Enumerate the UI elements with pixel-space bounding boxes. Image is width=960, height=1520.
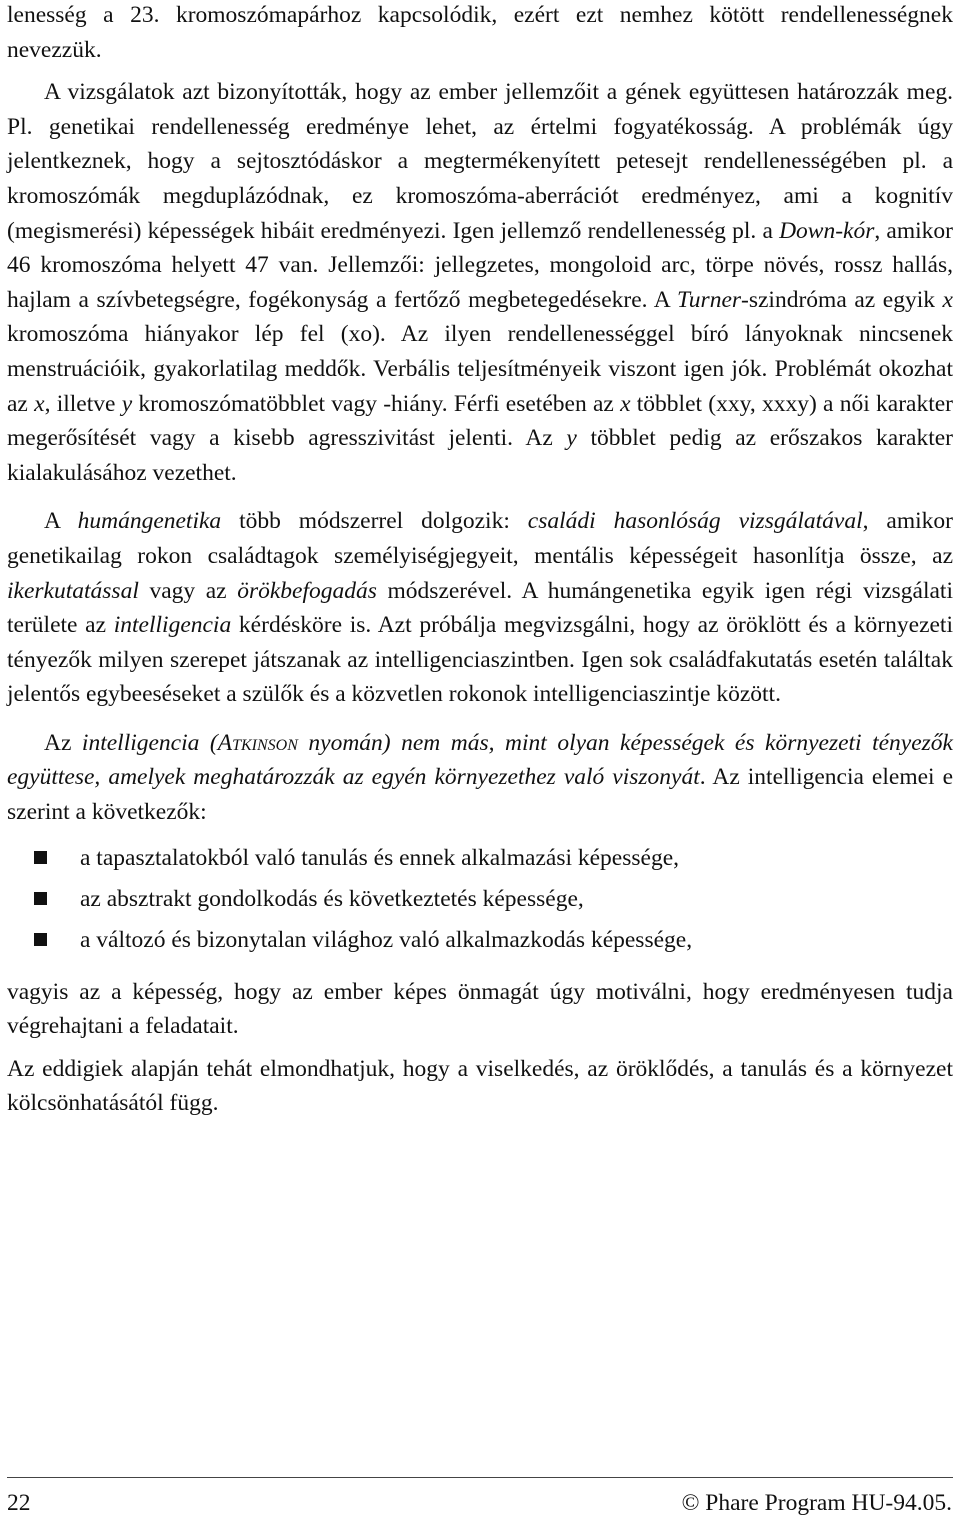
- footer-divider: [7, 1477, 953, 1478]
- square-bullet-icon: [34, 933, 47, 946]
- text-run: kromoszóma hiányakor lép fel (xo). Az ilyen rendellenességgel bíró lányoknak nincsenek menstruációik, gyakorlatilag meddők. Verbális teljesítményeik viszont igen jók. Problémát okozhat az: [7, 321, 953, 417]
- paragraph-intelligence-definition: [7, 726, 953, 830]
- paragraph-continuation: [7, 0, 953, 67]
- text-run: , illetve: [44, 390, 122, 417]
- list-item: [7, 838, 953, 879]
- italic-term: x: [620, 390, 631, 417]
- text-run: -szindróma az egyik: [741, 286, 943, 313]
- italic-term: humángenetika: [77, 508, 222, 535]
- paragraph-humangenetics: [7, 504, 953, 712]
- text-run: , amikor 46 kromoszóma helyett 47 van. Jellemzői: jellegzetes, mongoloid arc, törpe növés, rossz hallás, hajlam a szívbetegségre, fogékonyság a fertőző megbetegedésekre. A: [7, 217, 953, 313]
- square-bullet-icon: [34, 851, 47, 864]
- italic-term: Down-kór: [779, 217, 875, 244]
- author-name: tkinson: [232, 729, 298, 756]
- intelligence-elements-list: [7, 838, 953, 961]
- footer-copyright: © Phare Program HU-94.05.: [681, 1490, 952, 1516]
- italic-term: x: [34, 390, 45, 417]
- text-run: , amikor genetikailag rokon családtagok személyiségjegyeit, mentális képességeit hasonlítja össze, az: [7, 508, 953, 569]
- text-run: többlet pedig az erőszakos karakter kialakulásához vezethet.: [7, 425, 953, 486]
- text-run: kromoszómatöbblet vagy -hiány. Férfi esetében az: [132, 390, 621, 417]
- list-item-text: az absztrakt gondolkodás és következtetés képessége,: [80, 885, 584, 912]
- text-run: A: [44, 508, 78, 535]
- italic-term: y: [566, 425, 577, 452]
- paragraph-motivation: vagyis az a képesség, hogy az ember képes önmagát úgy motiválni, hogy eredményesen tudja végrehajtani a feladatait.: [7, 978, 953, 1040]
- paragraph-conclusion: Az eddigiek alapján tehát elmondhatjuk, hogy a viselkedés, az öröklődés, a tanulás és a környezet kölcsönhatásától függ.: [7, 1055, 953, 1117]
- text-run: több módszerrel dolgozik:: [221, 508, 528, 535]
- text-run: módszerével. A humángenetika egyik igen régi vizsgálati területe az: [7, 577, 953, 639]
- italic-term: örökbefogadás: [237, 577, 377, 604]
- text-run: többlet (xxy, xxxy) a női karakter megerősítését vagy a kisebb agresszivitást jelenti. Az: [7, 390, 953, 452]
- paragraph-genetics: [7, 75, 953, 490]
- text-run: Az: [44, 729, 82, 756]
- list-item: [7, 879, 953, 920]
- italic-term: családi hasonlóság vizsgálatával: [527, 508, 863, 535]
- text-run: nyomán) nem más, mint olyan képességek és környezeti tényezők együttese, amelyek meghatározzák az egyén környezethez való viszonyát: [7, 729, 953, 791]
- text-run: lenesség a 23. kromoszómapárhoz kapcsolódik, ezért ezt nemhez kötött rendellenességnek nevezzük.: [7, 2, 953, 63]
- list-item: [7, 920, 953, 961]
- list-item-text: a változó és bizonytalan világhoz való alkalmazkodás képessége,: [80, 926, 693, 953]
- italic-term: x: [942, 286, 953, 313]
- italic-term: Turner: [677, 286, 742, 313]
- page-number: 22: [7, 1490, 31, 1516]
- list-item-text: a tapasztalatokból való tanulás és ennek alkalmazási képessége,: [80, 844, 680, 871]
- document-page: [7, 0, 953, 1121]
- text-run: kérdésköre is. Azt próbálja megvizsgálni, hogy az öröklött és a környezeti tényezők milyen szerepet játszanak az intelligenciaszintben. Igen sok családfakutatás esetén találtak jelentős egybeeséseket a szülők és a közvetlen rokonok intelligenciaszintje között.: [7, 612, 953, 708]
- italic-term: y: [121, 390, 133, 417]
- italic-term: intelligencia: [113, 612, 232, 639]
- text-run: vagy az: [138, 577, 238, 604]
- square-bullet-icon: [34, 892, 47, 905]
- text-run: . Az intelligencia elemei e szerint a következők:: [7, 764, 954, 826]
- text-run: intelligencia (A: [81, 729, 233, 756]
- italic-term: ikerkutatással: [7, 577, 139, 604]
- text-run: A vizsgálatok azt bizonyították, hogy az ember jellemzőit a gének együttesen határozzák meg. Pl. genetikai rendellenesség eredménye lehet, az értelmi fogyatékosság. A problémák úgy jelentkeznek, hogy a sejtosztódáskor a megtermékenyített petesejt rendellenességében pl. a kromoszómák megduplázódnak, ez kromoszóma-aberrációt eredményez, ami a kognitív (megismerési) képességek hibáit eredményezi. Igen jellemző rendellenesség pl. a: [7, 79, 953, 244]
